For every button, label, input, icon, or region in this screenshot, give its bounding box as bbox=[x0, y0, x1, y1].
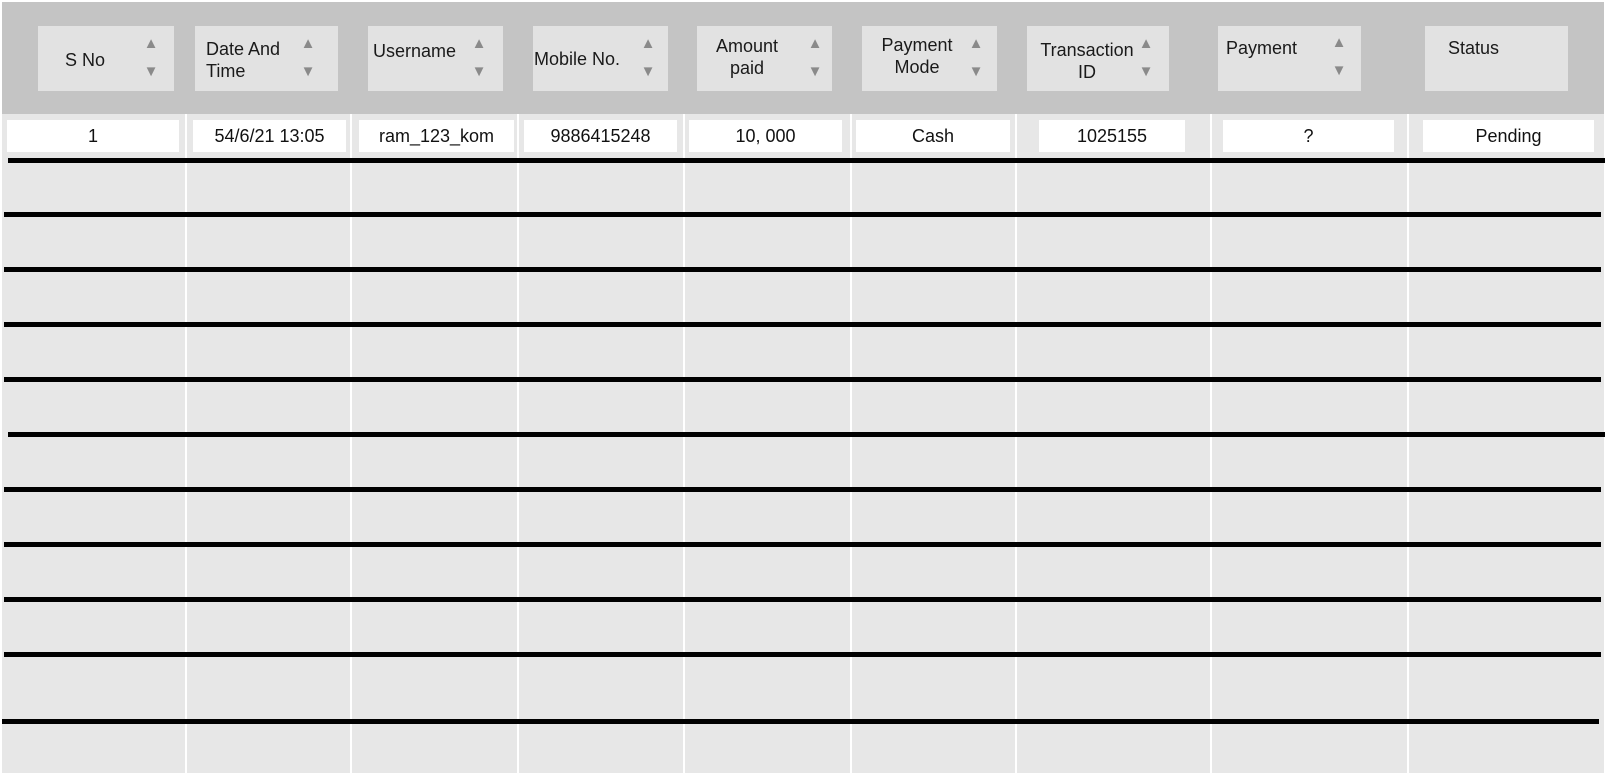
row-divider bbox=[4, 322, 1601, 327]
sort-descending-icon[interactable]: ▼ bbox=[807, 63, 823, 80]
column-header-amount-paid[interactable] bbox=[697, 26, 832, 91]
cell-payment: ? bbox=[1223, 120, 1394, 152]
column-header-label: Payment Mode bbox=[881, 35, 953, 77]
sort-ascending-icon[interactable]: ▲ bbox=[807, 35, 823, 52]
sort-ascending-icon[interactable]: ▲ bbox=[471, 35, 487, 52]
column-header-mobile-no[interactable] bbox=[533, 26, 668, 91]
column-header-label: S No bbox=[65, 50, 106, 70]
cell-date-and-time: 54/6/21 13:05 bbox=[193, 120, 346, 152]
sort-toggle[interactable] bbox=[1332, 35, 1346, 79]
sort-descending-icon[interactable]: ▼ bbox=[1138, 63, 1154, 80]
sort-descending-icon[interactable]: ▼ bbox=[968, 63, 984, 80]
sort-descending-icon[interactable]: ▼ bbox=[143, 63, 159, 80]
sort-toggle[interactable] bbox=[808, 36, 822, 80]
sort-descending-icon[interactable]: ▼ bbox=[1331, 62, 1347, 79]
sort-ascending-icon[interactable]: ▲ bbox=[143, 35, 159, 52]
row-divider bbox=[4, 597, 1601, 602]
sort-toggle[interactable] bbox=[641, 36, 655, 80]
column-header-label: Transaction ID bbox=[1040, 40, 1134, 82]
sort-ascending-icon[interactable]: ▲ bbox=[300, 35, 316, 52]
column-header-username[interactable] bbox=[368, 26, 503, 91]
row-divider bbox=[4, 267, 1601, 272]
sort-ascending-icon[interactable]: ▲ bbox=[640, 35, 656, 52]
cell-s-no: 1 bbox=[7, 120, 179, 152]
row-divider bbox=[2, 719, 1599, 724]
sort-toggle[interactable] bbox=[969, 36, 983, 80]
column-header-status[interactable] bbox=[1425, 26, 1568, 91]
column-header-label: Status bbox=[1448, 38, 1500, 58]
row-divider bbox=[4, 652, 1601, 657]
column-header-s-no[interactable] bbox=[38, 26, 174, 91]
sort-ascending-icon[interactable]: ▲ bbox=[968, 35, 984, 52]
cell-transaction-id: 1025155 bbox=[1039, 120, 1185, 152]
sort-toggle[interactable] bbox=[472, 36, 486, 80]
column-header-label: Mobile No. bbox=[534, 49, 621, 69]
column-header-date-and-time[interactable] bbox=[195, 26, 338, 91]
cell-status: Pending bbox=[1423, 120, 1594, 152]
cell-mobile-no: 9886415248 bbox=[524, 120, 677, 152]
column-header-label: Amount paid bbox=[715, 36, 779, 78]
sort-ascending-icon[interactable]: ▲ bbox=[1138, 35, 1154, 52]
column-header-payment[interactable] bbox=[1218, 26, 1361, 91]
row-divider bbox=[4, 377, 1601, 382]
row-divider bbox=[8, 158, 1605, 163]
cell-username: ram_123_kom bbox=[359, 120, 514, 152]
column-header-label: Payment bbox=[1226, 38, 1298, 58]
column-header-transaction-id[interactable] bbox=[1027, 26, 1169, 91]
sort-toggle[interactable] bbox=[144, 36, 158, 80]
sort-toggle[interactable] bbox=[1139, 36, 1153, 80]
column-header-payment-mode[interactable] bbox=[862, 26, 997, 91]
sort-ascending-icon[interactable]: ▲ bbox=[1331, 34, 1347, 51]
cell-payment-mode: Cash bbox=[856, 120, 1010, 152]
column-header-label: Username bbox=[373, 41, 457, 61]
column-header-label: Date And Time bbox=[206, 39, 281, 81]
row-divider bbox=[4, 212, 1601, 217]
sort-descending-icon[interactable]: ▼ bbox=[471, 63, 487, 80]
cell-amount-paid: 10, 000 bbox=[689, 120, 842, 152]
row-divider bbox=[8, 432, 1605, 437]
sort-descending-icon[interactable]: ▼ bbox=[640, 63, 656, 80]
row-divider bbox=[4, 542, 1601, 547]
sort-toggle[interactable] bbox=[301, 36, 315, 80]
row-divider bbox=[4, 487, 1601, 492]
sort-descending-icon[interactable]: ▼ bbox=[300, 63, 316, 80]
